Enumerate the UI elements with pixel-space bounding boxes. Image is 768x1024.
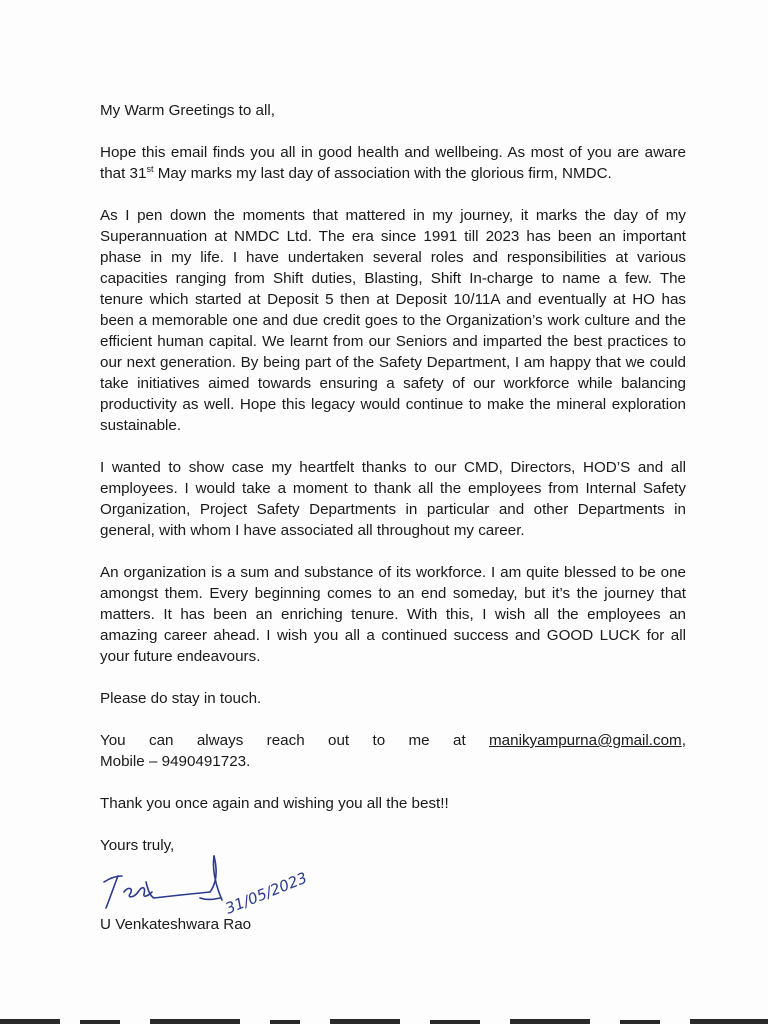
contact-word: to: [372, 732, 386, 749]
paragraph-1-text-b: May marks my last day of association with the glorious firm, NMDC.: [153, 165, 612, 182]
signature-date: 31/05/2023: [222, 868, 310, 918]
day-ordinal-suffix: st: [146, 163, 154, 174]
contact-word: at: [453, 732, 466, 749]
stay-in-touch: Please do stay in touch.: [100, 690, 262, 707]
contact-word: me: [408, 732, 430, 749]
scan-edge-artifact: [0, 1013, 768, 1024]
contact-word: reach: [266, 732, 305, 749]
signature-stroke: [106, 876, 118, 908]
signature-stroke: [104, 876, 122, 882]
signature-stroke: [200, 898, 220, 900]
closing-salutation: Yours truly,: [100, 837, 175, 854]
email-comma: ,: [681, 732, 686, 749]
signer-name: U Venkateshwara Rao: [100, 916, 252, 933]
contact-word: You: [100, 732, 126, 749]
greeting: My Warm Greetings to all,: [100, 102, 275, 119]
mobile-number: Mobile – 9490491723.: [100, 753, 251, 770]
paragraph-career-journey: As I pen down the moments that mattered in my journey, it marks the day of my Superannuation at NMDC Ltd. The era since 1991 till 2023 has been an important phase in my life. I have undertaken several roles and responsibilities at various capacities ranging from Shift duties, Blasting, Shift In-charge to name a few. The tenure which started at Deposit 5 then at Deposit 10/11A and eventually at HO has been a memorable one and due credit goes to the Organization’s work culture and the efficient human capital. We learnt from our Seniors and imparted the best practices to our next generation. By being part of the Safety Department, I am happy that we could take initiatives aimed towards ensuring a safety of our workforce while balancing productivity as well. Hope this legacy would continue to make the mineral exploration sustainable.: [100, 207, 686, 434]
email-wrapper: [489, 730, 686, 751]
paragraph-thanks: I wanted to show case my heartfelt thanks to our CMD, Directors, HOD’S and all employees. I would take a moment to thank all the employees from Internal Safety Organization, Project Safety Departments in particular and other Departments in general, with whom I have associated all throughout my career.: [100, 459, 686, 539]
closing-thanks: Thank you once again and wishing you all the best!!: [100, 795, 449, 812]
paragraph-1-text-a: Hope this email finds you all in good health and wellbeing. As most of you are aware that 31: [100, 144, 686, 182]
letter-body: [100, 100, 686, 862]
handwritten-signature: [100, 852, 360, 922]
contact-word: always: [196, 732, 244, 749]
contact-details: [100, 730, 686, 772]
paragraph-workforce: An organization is a sum and substance of its workforce. I am quite blessed to be one amongst them. Every beginning comes to an end someday, but it’s the journey that matters. It has been an enriching tenure. With this, I wish all the employees an amazing career ahead. I wish you all a continued success and GOOD LUCK for all your future endeavours.: [100, 564, 686, 665]
contact-line: [100, 730, 686, 751]
email-link[interactable]: manikyampurna@gmail.com: [489, 732, 682, 749]
contact-word: can: [149, 732, 174, 749]
paragraph-retirement-notice: [100, 142, 686, 184]
contact-word: out: [328, 732, 350, 749]
signature-stroke: [146, 882, 210, 898]
